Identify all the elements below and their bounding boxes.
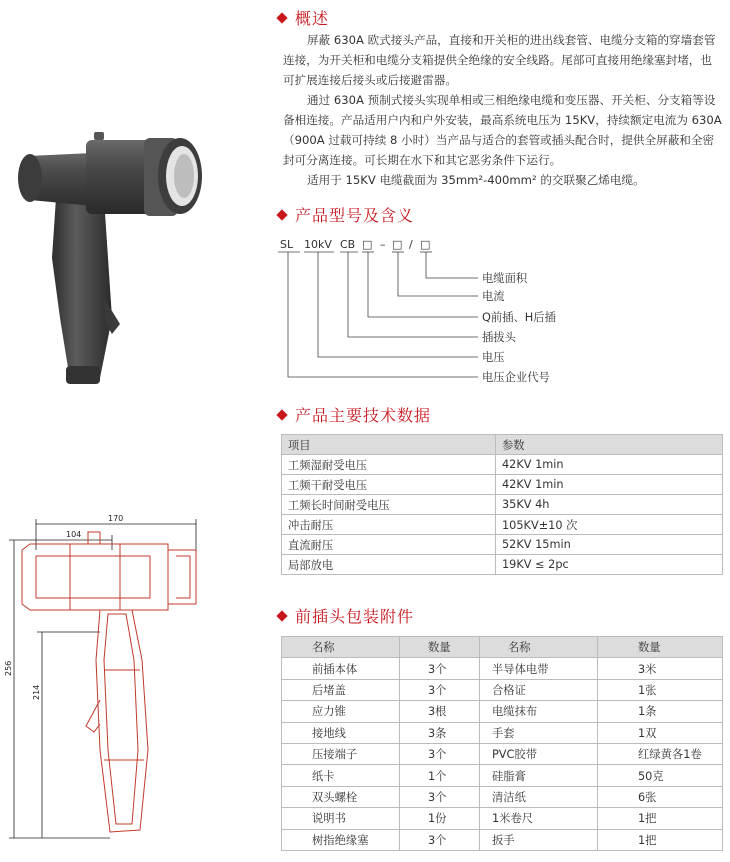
code-label: 电压企业代号	[482, 371, 550, 384]
table-row	[282, 786, 723, 807]
table-cell: 50克	[598, 765, 723, 786]
table-header: 项目	[282, 435, 496, 455]
table-cell: 后堵盖	[282, 679, 400, 700]
table-header: 参数	[496, 435, 723, 455]
section-title: 概述	[295, 9, 330, 28]
table-row	[282, 829, 723, 850]
section-title: 前插头包装附件	[295, 607, 415, 626]
table-row	[282, 743, 723, 764]
table-cell: 说明书	[282, 808, 400, 829]
table-row	[282, 535, 723, 555]
code-part: □	[392, 238, 403, 251]
code-label: Q前插、H后插	[482, 311, 556, 324]
table-cell: 1双	[598, 722, 723, 743]
intro-paragraph: 通过 630A 预制式接头实现单相或三相绝缘电缆和变压器、开关柜、分支箱等设备相连接。产品适用户内和户外安装，最高系统电压为 15KV，持续额定电流为 630A（900A 过载可持续 8 小时）当产品与适合的套管或插头配合时，提供全屏蔽和全密封可分离连接。可长期在水下和其它恶劣条件下运行。	[283, 93, 722, 167]
table-cell: 1个	[400, 765, 480, 786]
diamond-bullet-icon	[276, 409, 287, 420]
section-title: 产品主要技术数据	[295, 406, 432, 425]
table-cell: 42KV 1min	[496, 455, 723, 475]
intro-paragraph: 屏蔽 630A 欧式接头产品，直接和开关柜的进出线套管、电缆分支箱的穿墙套管连接，为开关柜和电缆分支箱提供全绝缘的安全线路。尾部可直接用绝缘塞封堵，也可扩展连接后接头或后接避雷器。	[283, 33, 716, 87]
table-header: 数量	[598, 637, 723, 658]
table-row	[282, 765, 723, 786]
table-cell: 3条	[400, 722, 480, 743]
table-cell: 1张	[598, 679, 723, 700]
table-cell: 工频湿耐受电压	[282, 455, 496, 475]
table-row	[282, 679, 723, 700]
dim-256: 256	[4, 660, 13, 676]
section-model	[278, 203, 414, 226]
section-overview	[278, 6, 329, 29]
table-row	[282, 475, 723, 495]
table-cell: 红绿黄各1卷	[598, 743, 723, 764]
table-cell: 硅脂膏	[480, 765, 598, 786]
table-cell: 电缆抹布	[480, 701, 598, 722]
diamond-bullet-icon	[276, 610, 287, 621]
table-cell: 1把	[598, 829, 723, 850]
table-row	[282, 658, 723, 679]
code-part: CB	[340, 238, 356, 251]
table-row	[282, 515, 723, 535]
table-cell: 局部放电	[282, 555, 496, 575]
table-cell: 52KV 15min	[496, 535, 723, 555]
table-row	[282, 495, 723, 515]
diamond-bullet-icon	[276, 209, 287, 220]
table-cell: 双头螺栓	[282, 786, 400, 807]
section-tech	[278, 403, 431, 426]
table-cell: 3米	[598, 658, 723, 679]
code-label: 插拔头	[482, 331, 516, 344]
table-header-row	[282, 637, 723, 658]
table-row	[282, 808, 723, 829]
table-cell: 前插本体	[282, 658, 400, 679]
table-header: 数量	[400, 637, 480, 658]
table-row	[282, 701, 723, 722]
table-cell: 冲击耐压	[282, 515, 496, 535]
table-cell: 纸卡	[282, 765, 400, 786]
table-cell: 应力锥	[282, 701, 400, 722]
table-cell: 6张	[598, 786, 723, 807]
table-cell: 105KV±10 次	[496, 515, 723, 535]
table-cell: 1把	[598, 808, 723, 829]
table-cell: 3个	[400, 679, 480, 700]
table-cell: 工频长时间耐受电压	[282, 495, 496, 515]
code-part: 10kV	[304, 238, 332, 251]
table-cell: PVC胶带	[480, 743, 598, 764]
table-cell: 3个	[400, 829, 480, 850]
intro-text	[283, 30, 723, 190]
table-header: 名称	[282, 637, 400, 658]
intro-paragraph: 适用于 15KV 电缆截面为 35mm²-400mm² 的交联聚乙烯电缆。	[307, 173, 645, 187]
table-cell: 合格证	[480, 679, 598, 700]
code-label: 电流	[482, 290, 505, 303]
table-cell: 手套	[480, 722, 598, 743]
section-accessories	[278, 604, 414, 627]
code-part: □	[420, 238, 431, 251]
code-label: 电缆面积	[482, 272, 528, 285]
table-row	[282, 455, 723, 475]
dim-170: 170	[108, 514, 124, 523]
table-cell: 工频干耐受电压	[282, 475, 496, 495]
table-row	[282, 555, 723, 575]
table-cell: 3个	[400, 658, 480, 679]
table-row	[282, 722, 723, 743]
model-code-diagram	[278, 234, 578, 386]
table-cell: 清洁纸	[480, 786, 598, 807]
table-cell: 3个	[400, 786, 480, 807]
technical-drawing	[0, 510, 205, 855]
table-cell: 接地线	[282, 722, 400, 743]
table-header: 名称	[480, 637, 598, 658]
diamond-bullet-icon	[276, 12, 287, 23]
code-part: –	[380, 238, 386, 251]
code-part: SL	[280, 238, 294, 251]
table-cell: 直流耐压	[282, 535, 496, 555]
table-cell: 半导体电带	[480, 658, 598, 679]
table-cell: 3根	[400, 701, 480, 722]
code-part: /	[409, 238, 413, 251]
accessories-table	[281, 636, 723, 851]
table-cell: 扳手	[480, 829, 598, 850]
dim-214: 214	[32, 684, 41, 700]
code-part: □	[362, 238, 373, 251]
product-photo	[8, 128, 216, 390]
code-label: 电压	[482, 351, 505, 364]
tech-data-table	[281, 434, 723, 575]
table-cell: 42KV 1min	[496, 475, 723, 495]
table-cell: 1份	[400, 808, 480, 829]
dim-104: 104	[66, 530, 82, 539]
table-cell: 1条	[598, 701, 723, 722]
table-header-row	[282, 435, 723, 455]
table-cell: 1米卷尺	[480, 808, 598, 829]
table-cell: 树指绝缘塞	[282, 829, 400, 850]
table-cell: 3个	[400, 743, 480, 764]
section-title: 产品型号及含义	[295, 206, 415, 225]
table-cell: 35KV 4h	[496, 495, 723, 515]
table-cell: 19KV ≤ 2pc	[496, 555, 723, 575]
table-cell: 压接端子	[282, 743, 400, 764]
